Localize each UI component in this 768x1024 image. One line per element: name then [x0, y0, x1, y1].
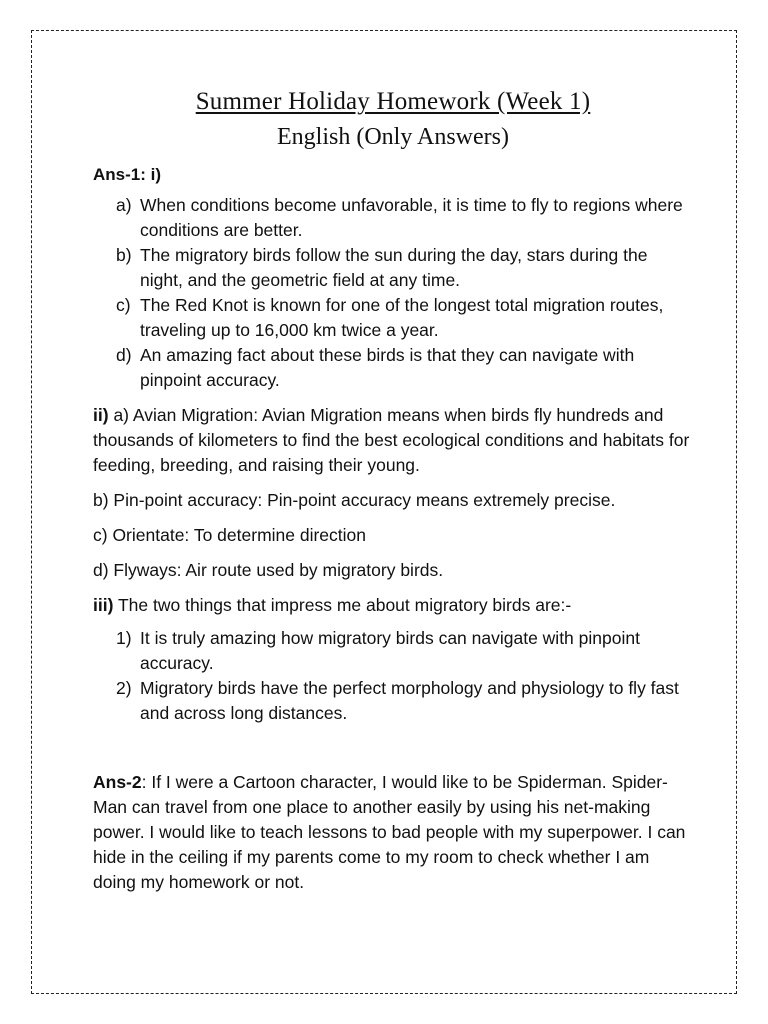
ans2-paragraph — [93, 770, 693, 895]
list-item-text: When conditions become unfavorable, it is time to fly to regions where conditions are better. — [140, 195, 683, 240]
ans1-part-ii-a — [93, 403, 693, 478]
list-marker: c) — [116, 295, 131, 315]
ans1-part-iii-intro — [93, 593, 693, 618]
document-body — [93, 84, 693, 895]
part-ii-label: ii) — [93, 405, 109, 425]
list-marker: b) — [116, 245, 132, 265]
list-item-text: Migratory birds have the perfect morphology and physiology to fly fast and across long distances. — [140, 678, 679, 723]
list-item — [93, 293, 693, 343]
ans1-part-ii-c: c) Orientate: To determine direction — [93, 525, 367, 545]
document-title: Summer Holiday Homework (Week 1) — [195, 88, 591, 115]
list-item-text: An amazing fact about these birds is that they can navigate with pinpoint accuracy. — [140, 345, 635, 390]
document-subtitle: English (Only Answers) — [277, 124, 509, 150]
ans1-part-iii-list — [93, 626, 693, 726]
list-item — [93, 676, 693, 726]
ans1-part-ii-d: d) Flyways: Air route used by migratory birds. — [93, 560, 444, 580]
ans2-text: : If I were a Cartoon character, I would like to be Spiderman. Spider-Man can travel from one place to another easily by using his net-making power. I would like to teach lessons to bad people with my superpower. I can hide in the ceiling if my parents come to my room to check whether I am doing my homework or not. — [93, 772, 686, 892]
ans1-part-i-list — [93, 193, 693, 393]
part-ii-a-text: a) Avian Migration: Avian Migration means when birds fly hundreds and thousands of kilometers to find the best ecological conditions and habitats for feeding, breeding, and raising their young. — [93, 405, 690, 475]
list-item — [93, 626, 693, 676]
part-iii-label: iii) — [93, 595, 114, 615]
list-item-text: It is truly amazing how migratory birds can navigate with pinpoint accuracy. — [140, 628, 640, 673]
list-item — [93, 243, 693, 293]
ans1-label: Ans-1: i) — [93, 165, 161, 184]
list-marker: d) — [116, 345, 132, 365]
list-marker: 1) — [116, 628, 132, 648]
ans1-part-ii-b: b) Pin-point accuracy: Pin-point accuracy means extremely precise. — [93, 490, 616, 510]
list-item — [93, 343, 693, 393]
list-marker: a) — [116, 195, 132, 215]
list-item-text: The migratory birds follow the sun during the day, stars during the night, and the geometric field at any time. — [140, 245, 648, 290]
list-marker: 2) — [116, 678, 132, 698]
list-item-text: The Red Knot is known for one of the longest total migration routes, traveling up to 16,000 km twice a year. — [140, 295, 664, 340]
ans2-label: Ans-2 — [93, 772, 142, 792]
list-item — [93, 193, 693, 243]
part-iii-intro-text: The two things that impress me about migratory birds are:- — [117, 595, 572, 615]
